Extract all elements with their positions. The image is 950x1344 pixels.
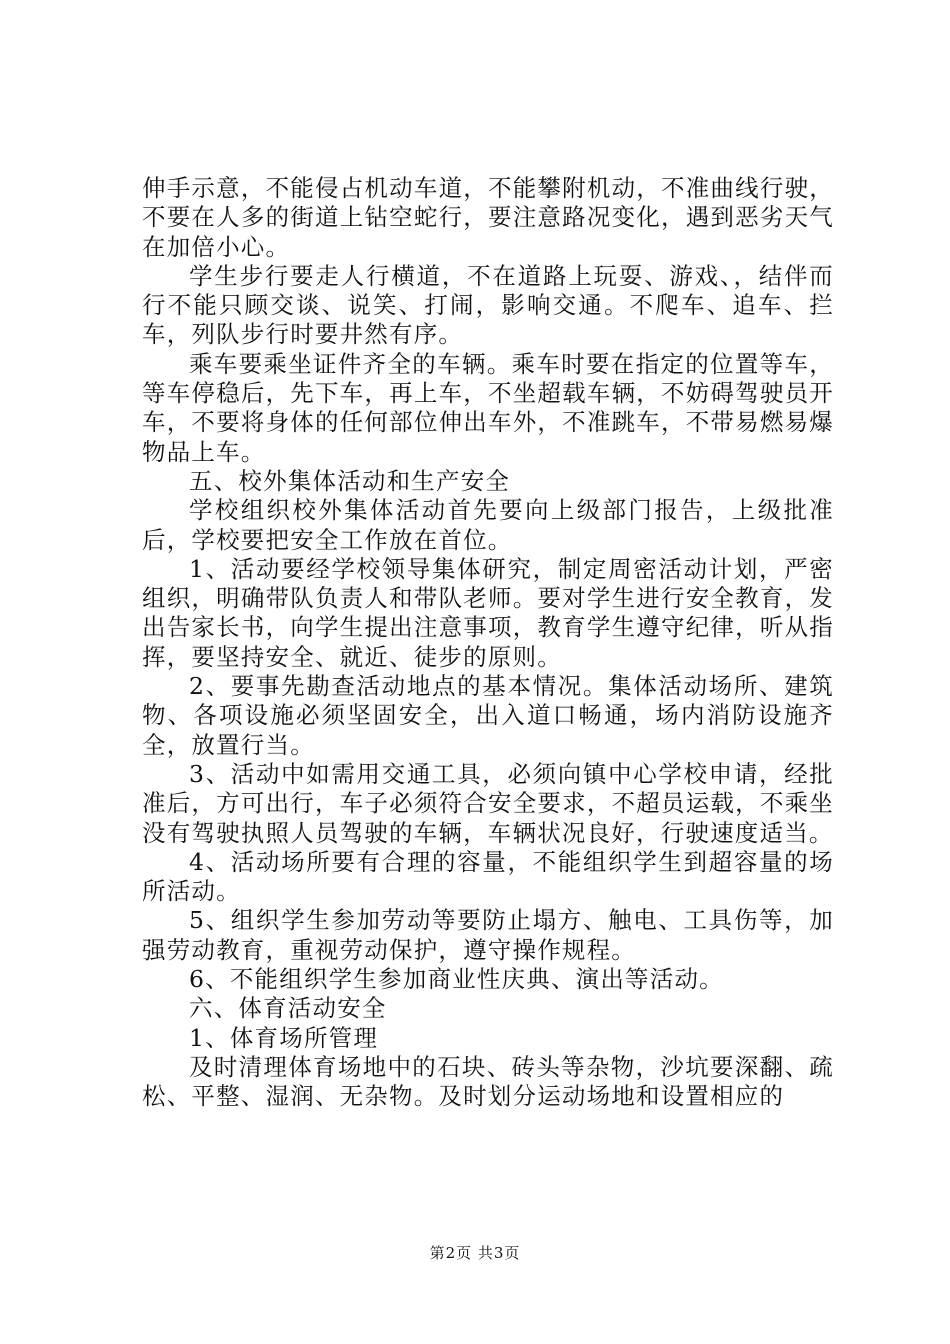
paragraph-riding-rules: 乘车要乘坐证件齐全的车辆。乘车时要在指定的位置等车，等车停稳后，先下车，再上车，不坐超载车辆，不妨碍驾驶员开车，不要将身体的任何部位伸出车外，不准跳车，不带易燃易爆物品上车。 bbox=[142, 349, 834, 466]
subsection-heading-venue: 1、体育场所管理 bbox=[189, 1023, 379, 1052]
paragraph-item-1: 1、活动要经学校领导集体研究，制定周密活动计划，严密组织，明确带队负责人和带队老师。要对学生进行安全教育，发出告家长书，向学生提出注意事项，教育学生遵守纪律，听从指挥，要坚持安全、就近、徒步的原则。 bbox=[142, 554, 834, 671]
paragraph-item-3: 3、活动中如需用交通工具，必须向镇中心学校申请，经批准后，方可出行，车子必须符合安全要求，不超员运载，不乘坐没有驾驶执照人员驾驶的车辆，车辆状况良好，行驶速度适当。 bbox=[142, 759, 834, 847]
paragraph-item-6: 6、不能组织学生参加商业性庆典、演出等活动。 bbox=[189, 965, 724, 994]
paragraph-item-4: 4、活动场所要有合理的容量，不能组织学生到超容量的场所活动。 bbox=[142, 847, 834, 906]
page-number-footer: 第2页 共3页 bbox=[429, 1244, 521, 1262]
paragraph-walking-rules: 学生步行要走人行横道，不在道路上玩耍、游戏、，结伴而行不能只顾交谈、说笑、打闹，影响交通。不爬车、追车、拦车，列队步行时要井然有序。 bbox=[142, 261, 834, 349]
document-body bbox=[142, 174, 834, 1112]
paragraph-item-2: 2、要事先勘查活动地点的基本情况。集体活动场所、建筑物、各项设施必须坚固安全，出入道口畅通，场内消防设施齐全，放置行当。 bbox=[142, 672, 834, 759]
paragraph-report-approval: 学校组织校外集体活动首先要向上级部门报告，上级批准后，学校要把安全工作放在首位。 bbox=[142, 496, 834, 554]
paragraph-cycling-rules: 伸手示意，不能侵占机动车道，不能攀附机动，不准曲线行驶，不要在人多的街道上钻空蛇行，要注意路况变化，遇到恶劣天气在加倍小心。 bbox=[142, 174, 834, 261]
paragraph-item-5: 5、组织学生参加劳动等要防止塌方、触电、工具伤等，加强劳动教育，重视劳动保护，遵守操作规程。 bbox=[142, 906, 834, 964]
paragraph-venue-cleanup: 及时清理体育场地中的石块、砖头等杂物，沙坑要深翻、疏松、平整、湿润、无杂物。及时划分运动场地和设置相应的 bbox=[142, 1052, 834, 1111]
section-heading-six: 六、体育活动安全 bbox=[189, 994, 387, 1023]
section-heading-five: 五、校外集体活动和生产安全 bbox=[189, 466, 511, 495]
